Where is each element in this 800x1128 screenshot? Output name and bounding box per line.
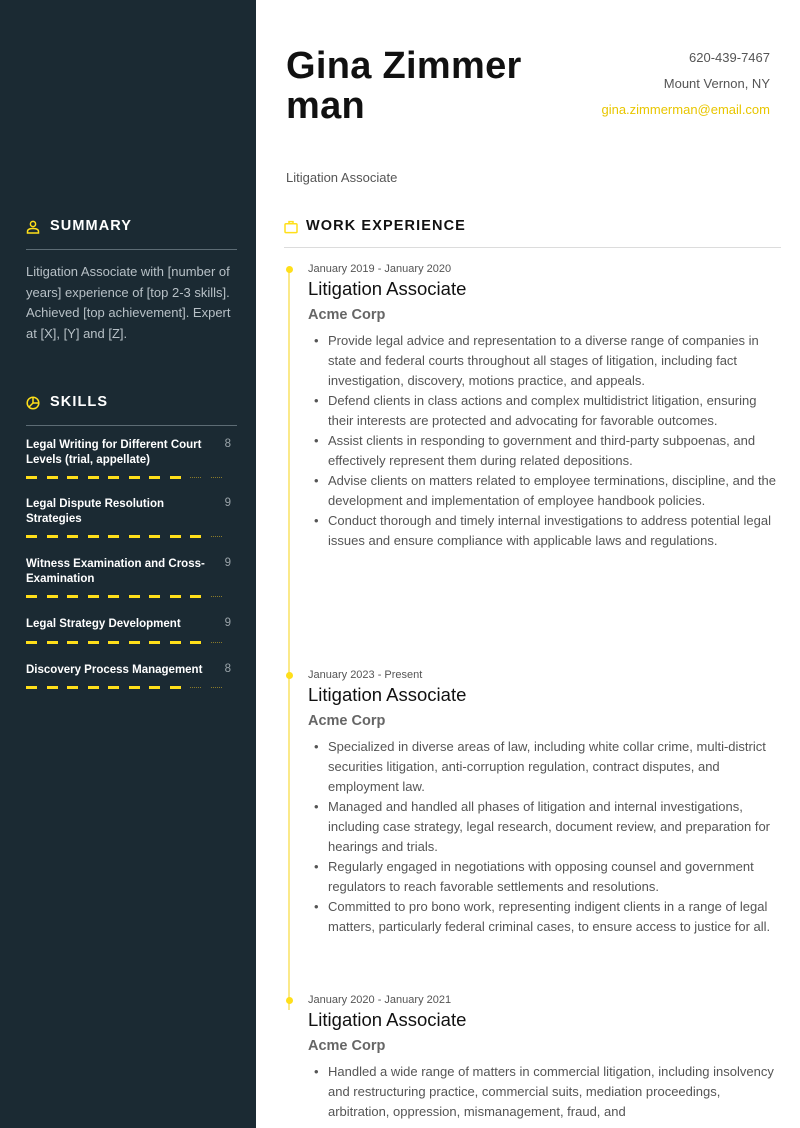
skill-rating-segment-empty [211, 687, 222, 688]
skill-rating-segment-filled [129, 686, 140, 689]
skill-rating-segment-filled [67, 595, 78, 598]
skill-name: Witness Examination and Cross-Examination [26, 558, 205, 585]
skill-rating-segment-empty [190, 477, 201, 478]
skill-rating-segment-filled [108, 686, 119, 689]
skill-rating-bar [26, 476, 231, 479]
summary-heading-label: SUMMARY [50, 218, 133, 234]
timeline-line [288, 270, 290, 1010]
job-date: January 2020 - January 2021 [308, 994, 452, 1006]
skills-heading [26, 396, 237, 426]
job-company: Acme Corp [308, 1038, 386, 1054]
skill-rating-segment-filled [26, 686, 37, 689]
contact-location: Mount Vernon, NY [663, 76, 770, 91]
work-experience-heading-label: WORK EXPERIENCE [306, 218, 466, 234]
skill-rating-segment-empty [211, 596, 222, 597]
person-icon [26, 220, 40, 234]
skill-rating-segment-filled [170, 686, 181, 689]
job-bullet: • Conduct thorough and timely internal investigations to address potential legal issues and ensure compliance with applicable laws and regulations. [308, 511, 778, 551]
skill-name: Legal Strategy Development [26, 618, 181, 630]
candidate-subtitle: Litigation Associate [286, 170, 398, 185]
skill-rating-segment-empty [190, 687, 201, 688]
skill-rating-segment-filled [108, 595, 119, 598]
skill-rating-bar [26, 535, 231, 538]
job-bullets [308, 737, 778, 937]
skill-rating-segment-filled [190, 535, 201, 538]
skill-rating-segment-filled [88, 595, 99, 598]
skill-level: 8 [224, 663, 231, 675]
skill-rating-segment-filled [26, 476, 37, 479]
skill-rating-segment-filled [47, 595, 58, 598]
job-bullets [308, 1062, 778, 1122]
job-date: January 2019 - January 2020 [308, 263, 452, 275]
job-bullet: • Handled a wide range of matters in commercial litigation, including insolvency and restructuring practice, commercial suits, mediation proceedings, arbitration, oppression, mismanagement, fraud, and [308, 1062, 778, 1122]
skill-rating-segment-filled [26, 595, 37, 598]
skill-rating-segment-empty [211, 642, 222, 643]
skill-rating-segment-filled [67, 686, 78, 689]
job-bullet: • Specialized in diverse areas of law, including white collar crime, multi-district securities litigation, anti-corruption regulation, contract disputes, and employment law. [308, 737, 778, 797]
main-content [256, 0, 800, 1128]
skill-rating-segment-filled [190, 641, 201, 644]
briefcase-icon [284, 220, 298, 234]
skill-rating-segment-filled [88, 686, 99, 689]
job-bullet: • Provide legal advice and representation to a diverse range of companies in state and federal courts throughout all stages of litigation, including fact investigation, discovery, motions practice, and appeals. [308, 331, 778, 391]
skill-rating-segment-filled [170, 595, 181, 598]
skill-level: 9 [224, 557, 231, 569]
skill-level: 9 [224, 617, 231, 629]
skill-rating-bar [26, 641, 231, 644]
skill-rating-segment-filled [26, 535, 37, 538]
skill-rating-bar [26, 595, 231, 598]
skill-rating-segment-empty [211, 477, 222, 478]
job-title: Litigation Associate [308, 1009, 467, 1030]
skill-rating-segment-empty [211, 536, 222, 537]
job-bullets [308, 331, 778, 551]
timeline-dot [286, 997, 293, 1004]
skill-rating-segment-filled [47, 686, 58, 689]
skill-rating-segment-filled [47, 535, 58, 538]
skill-name: Legal Dispute Resolution Strategies [26, 498, 165, 525]
skill-rating-segment-filled [149, 686, 160, 689]
job-date: January 2023 - Present [308, 669, 423, 681]
skill-name: Discovery Process Management [26, 664, 203, 676]
summary-text: Litigation Associate with [number of years] experience of [top 2-3 skills]. Achieved [top achievement]. Expert at [X], [Y] and [Z]. [26, 264, 231, 341]
skill-rating-bar [26, 686, 231, 689]
skill-rating-segment-filled [190, 595, 201, 598]
skill-rating-segment-filled [108, 641, 119, 644]
skill-rating-segment-filled [129, 535, 140, 538]
contact-phone: 620-439-7467 [689, 50, 770, 65]
job-bullet: • Advise clients on matters related to employee terminations, discipline, and the development and implementation of employee handbook policies. [308, 471, 778, 511]
skill-level: 9 [224, 497, 231, 509]
skill-rating-segment-filled [170, 476, 181, 479]
skill-rating-segment-filled [129, 595, 140, 598]
skill-rating-segment-filled [47, 641, 58, 644]
summary-heading [26, 220, 237, 250]
skill-rating-segment-filled [88, 641, 99, 644]
skill-rating-segment-filled [149, 476, 160, 479]
job-bullet: • Managed and handled all phases of litigation and internal investigations, including case strategy, legal research, document review, and preparation for hearings and trials. [308, 797, 778, 857]
skill-level: 8 [224, 438, 231, 450]
skill-rating-segment-filled [170, 535, 181, 538]
skill-rating-segment-filled [129, 641, 140, 644]
job-bullet: • Regularly engaged in negotiations with opposing counsel and government regulators to reach favorable settlements and resolutions. [308, 857, 778, 897]
skill-rating-segment-filled [108, 476, 119, 479]
work-experience-heading [284, 219, 781, 248]
job-company: Acme Corp [308, 307, 386, 323]
job-title: Litigation Associate [308, 684, 467, 705]
job-bullet: • Assist clients in responding to government and third-party subpoenas, and effectively represent them during related depositions. [308, 431, 778, 471]
job-title: Litigation Associate [308, 278, 467, 299]
timeline-dot [286, 266, 293, 273]
contact-email[interactable]: gina.zimmerman@email.com [601, 102, 770, 117]
skill-rating-segment-filled [67, 641, 78, 644]
sidebar [0, 0, 256, 1128]
skill-rating-segment-filled [170, 641, 181, 644]
skill-rating-segment-filled [108, 535, 119, 538]
skill-rating-segment-filled [88, 535, 99, 538]
timeline-dot [286, 672, 293, 679]
skill-rating-segment-filled [26, 641, 37, 644]
skill-rating-segment-filled [67, 476, 78, 479]
skill-rating-segment-filled [47, 476, 58, 479]
job-bullet: • Defend clients in class actions and complex multidistrict litigation, ensuring their interests are protected and advocating for favorable outcomes. [308, 391, 778, 431]
skills-heading-label: SKILLS [50, 394, 109, 410]
skill-rating-segment-filled [129, 476, 140, 479]
skill-rating-segment-filled [149, 641, 160, 644]
skill-rating-segment-filled [149, 535, 160, 538]
job-company: Acme Corp [308, 713, 386, 729]
skill-rating-segment-filled [149, 595, 160, 598]
skill-rating-segment-filled [88, 476, 99, 479]
pie-chart-icon [26, 396, 40, 410]
job-bullet: • Committed to pro bono work, representing indigent clients in a range of legal matters, particularly federal criminal cases, to ensure access to justice for all. [308, 897, 778, 937]
skill-rating-segment-filled [67, 535, 78, 538]
candidate-name: Gina Zimmerman [286, 45, 522, 127]
skill-name: Legal Writing for Different Court Levels (trial, appellate) [26, 439, 202, 466]
